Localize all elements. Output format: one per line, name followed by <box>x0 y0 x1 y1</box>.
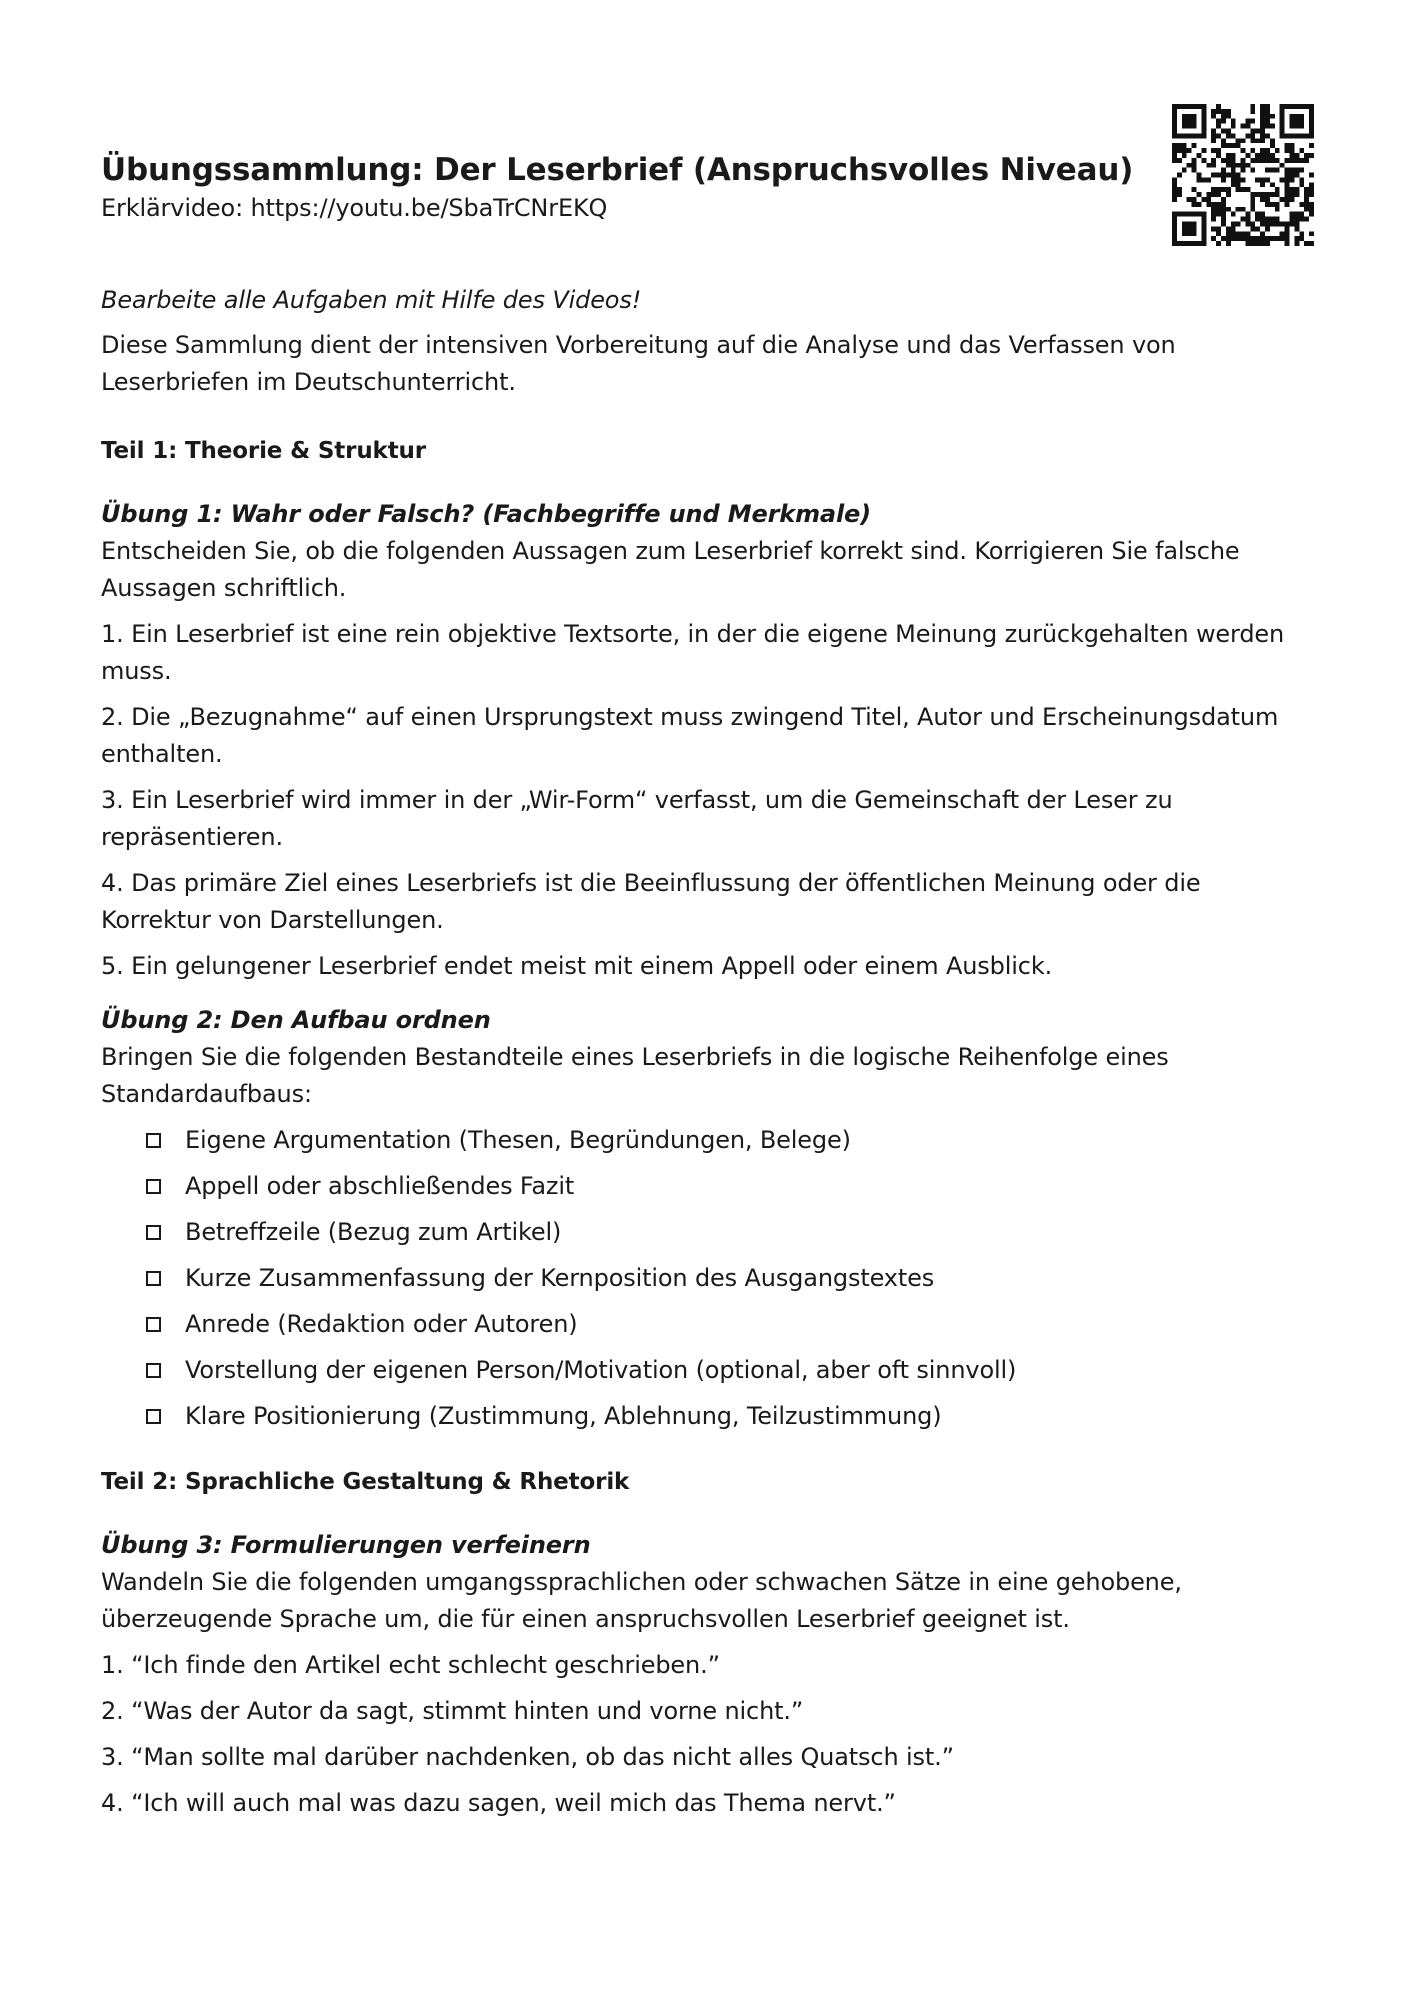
checklist-item-label: Vorstellung der eigenen Person/Motivation (optional, aber oft sinnvoll) <box>185 1356 1017 1384</box>
checklist-item[interactable] <box>146 1260 1316 1297</box>
checkbox-icon[interactable] <box>146 1317 161 1332</box>
checklist-item[interactable] <box>146 1306 1316 1343</box>
checklist-item-label: Appell oder abschließendes Fazit <box>185 1172 575 1200</box>
exercise1-item-4: 4. Das primäre Ziel eines Leserbriefs ist die Beeinflussung der öffentlichen Meinung oder die Korrektur von Darstellungen. <box>101 869 1201 934</box>
checklist-item[interactable] <box>146 1214 1316 1251</box>
checklist-item-label: Betreffzeile (Bezug zum Artikel) <box>185 1218 562 1246</box>
page-title: Übungssammlung: Der Leserbrief (Anspruchsvolles Niveau) <box>101 152 1134 188</box>
checkbox-icon[interactable] <box>146 1271 161 1286</box>
checkbox-icon[interactable] <box>146 1409 161 1424</box>
exercise2-checklist <box>101 1122 1316 1435</box>
checklist-item-label: Eigene Argumentation (Thesen, Begründungen, Belege) <box>185 1126 851 1154</box>
exercise3-task: Wandeln Sie die folgenden umgangssprachlichen oder schwachen Sätze in eine gehobene, überzeugende Sprache um, die für einen anspruchsvollen Leserbrief geeignet ist. <box>101 1568 1182 1633</box>
checklist-item[interactable] <box>146 1352 1316 1389</box>
checklist-item-label: Kurze Zusammenfassung der Kernposition des Ausgangstextes <box>185 1264 935 1292</box>
checkbox-icon[interactable] <box>146 1225 161 1240</box>
checklist-item[interactable] <box>146 1122 1316 1159</box>
worksheet-content <box>101 150 1316 1831</box>
exercise1-item-2: 2. Die „Bezugnahme“ auf einen Ursprungstext muss zwingend Titel, Autor und Erscheinungsdatum enthalten. <box>101 703 1279 768</box>
exercise1-heading: Übung 1: Wahr oder Falsch? (Fachbegriffe und Merkmale) <box>101 500 871 528</box>
intro-description: Diese Sammlung dient der intensiven Vorbereitung auf die Analyse und das Verfassen von Leserbriefen im Deutschunterricht. <box>101 331 1176 396</box>
video-link[interactable]: Erklärvideo: https://youtu.be/SbaTrCNrEKQ <box>101 194 608 222</box>
intro-instruction: Bearbeite alle Aufgaben mit Hilfe des Videos! <box>101 286 642 314</box>
exercise3-item-1: 1. “Ich finde den Artikel echt schlecht geschrieben.” <box>101 1651 720 1679</box>
exercise1-item-3: 3. Ein Leserbrief wird immer in der „Wir-Form“ verfasst, um die Gemeinschaft der Leser zu repräsentieren. <box>101 786 1173 851</box>
exercise3-item-3: 3. “Man sollte mal darüber nachdenken, ob das nicht alles Quatsch ist.” <box>101 1743 954 1771</box>
exercise3-heading: Übung 3: Formulierungen verfeinern <box>101 1531 591 1559</box>
checkbox-icon[interactable] <box>146 1133 161 1148</box>
exercise1-item-5: 5. Ein gelungener Leserbrief endet meist mit einem Appell oder einem Ausblick. <box>101 952 1053 980</box>
checklist-item[interactable] <box>146 1168 1316 1205</box>
exercise2-task: Bringen Sie die folgenden Bestandteile eines Leserbriefs in die logische Reihenfolge eines Standardaufbaus: <box>101 1043 1169 1108</box>
exercise1-task: Entscheiden Sie, ob die folgenden Aussagen zum Leserbrief korrekt sind. Korrigieren Sie falsche Aussagen schriftlich. <box>101 537 1240 602</box>
exercise3-item-4: 4. “Ich will auch mal was dazu sagen, weil mich das Thema nervt.” <box>101 1789 896 1817</box>
exercise3-item-2: 2. “Was der Autor da sagt, stimmt hinten und vorne nicht.” <box>101 1697 804 1725</box>
exercise1-item-1: 1. Ein Leserbrief ist eine rein objektive Textsorte, in der die eigene Meinung zurückgehalten werden muss. <box>101 620 1285 685</box>
checklist-item[interactable] <box>146 1398 1316 1435</box>
checkbox-icon[interactable] <box>146 1179 161 1194</box>
part2-heading: Teil 2: Sprachliche Gestaltung & Rhetorik <box>101 1469 630 1495</box>
exercise2-heading: Übung 2: Den Aufbau ordnen <box>101 1006 491 1034</box>
part1-heading: Teil 1: Theorie & Struktur <box>101 438 426 464</box>
checklist-item-label: Anrede (Redaktion oder Autoren) <box>185 1310 578 1338</box>
checklist-item-label: Klare Positionierung (Zustimmung, Ablehnung, Teilzustimmung) <box>185 1402 942 1430</box>
checkbox-icon[interactable] <box>146 1363 161 1378</box>
